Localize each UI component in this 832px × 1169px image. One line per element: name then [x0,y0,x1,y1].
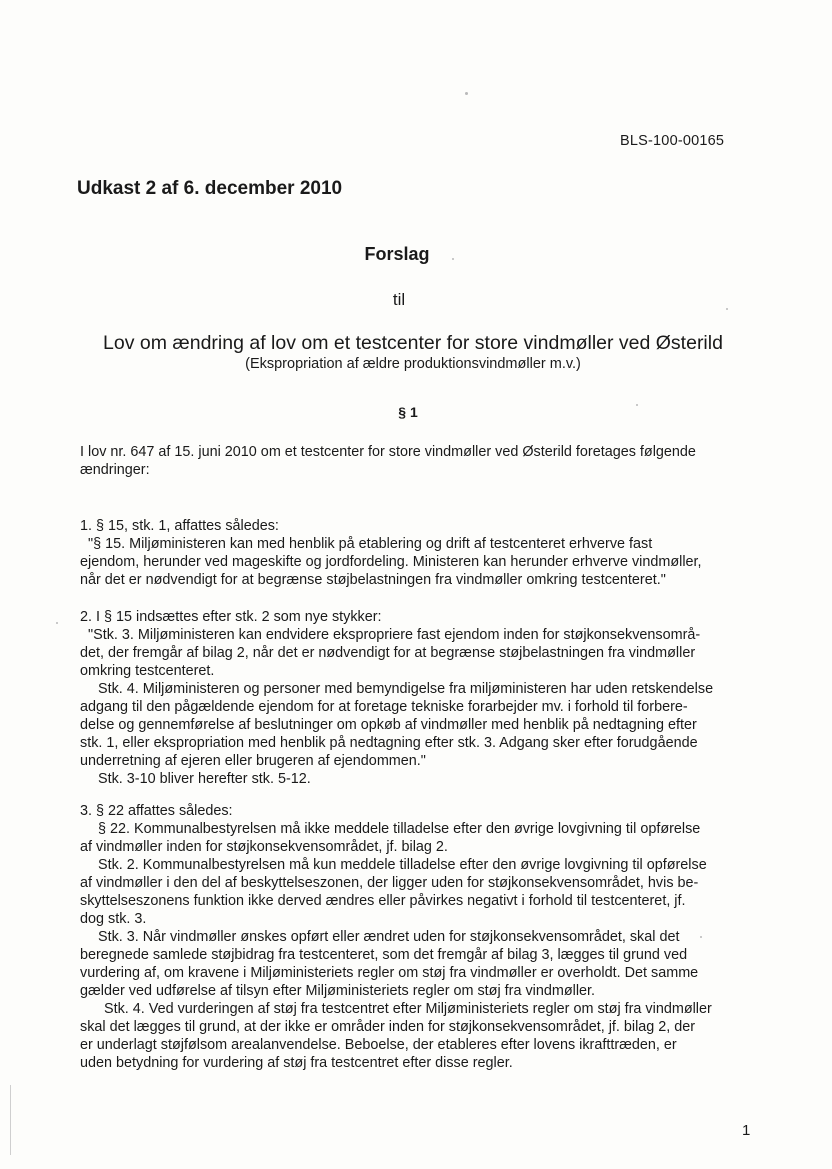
amendment-line: af vindmøller inden for støjkonsekvensområdet, jf. bilag 2. [80,839,448,855]
amendment-1 [80,517,740,589]
amendment-line: af vindmøller i den del af beskyttelseszonen, der ligger uden for støjkonsekvensområdet, hvis be- [80,875,699,891]
scan-speck [636,404,638,406]
section-mark: § 1 [398,404,418,420]
amendment-line: Stk. 3. Når vindmøller ønskes opført eller ændret uden for støjkonsekvensområdet, skal det [98,929,680,945]
amendment-line: ejendom, herunder ved mageskifte og jordfordeling. Ministeren kan herunder erhverve vindmøller, [80,554,702,570]
amendment-line: skyttelseszonens funktion ikke derved ændres eller påvirkes negativt i forhold til testcenteret, jf. [80,893,686,909]
amendment-heading: 3. § 22 affattes således: [80,803,233,819]
law-subtitle: (Ekspropriation af ældre produktionsvindmøller m.v.) [245,356,581,372]
amendment-line: "Stk. 3. Miljøministeren kan endvidere ekspropriere fast ejendom inden for støjkonsekvensområ- [88,627,701,643]
draft-label: Udkast 2 af 6. december 2010 [77,178,343,199]
amendment-line: § 22. Kommunalbestyrelsen må ikke meddele tilladelse efter den øvrige lovgivning til opførelse [98,821,701,837]
document-id: BLS-100-00165 [620,133,725,149]
amendment-line: "§ 15. Miljøministeren kan med henblik på etablering og drift af testcenteret erhverve fast [88,536,653,552]
intro-paragraph [80,443,740,479]
scan-speck [452,258,454,260]
amendment-line: er underlagt støjfølsom arealanvendelse. Beboelse, der etableres efter lovens ikrafttræden, er [80,1037,677,1053]
scan-speck [726,308,728,310]
amendment-line: beregnede samlede støjbidrag fra testcenteret, som det fremgår af bilag 3, lægges til grund ved [80,947,688,963]
amendment-line: adgang til den pågældende ejendom for at foretage tekniske forarbejder mv. i forhold til forbere- [80,699,688,715]
amendment-heading: 2. I § 15 indsættes efter stk. 2 som nye stykker: [80,609,382,625]
amendment-line: når det er nødvendigt for at begrænse støjbelastningen fra vindmøller omkring testcenteret." [80,572,666,588]
law-title: Lov om ændring af lov om et testcenter for store vindmøller ved Østerild [103,332,723,354]
amendment-2 [80,608,740,788]
amendment-line: dog stk. 3. [80,911,147,927]
intro-line: ændringer: [80,462,150,478]
amendment-line: Stk. 4. Miljøministeren og personer med bemyndigelse fra miljøministeren har uden retskendelse [98,681,714,697]
amendment-line: underretning af ejeren eller brugeren af ejendommen." [80,753,426,769]
scan-margin-line [10,1085,11,1155]
amendment-line: omkring testcenteret. [80,663,215,679]
page-number: 1 [742,1122,751,1139]
scan-speck [700,936,702,938]
amendment-heading: 1. § 15, stk. 1, affattes således: [80,518,279,534]
amendment-line: stk. 1, eller ekspropriation med henblik på nedtagning efter stk. 3. Adgang sker efter forudgående [80,735,698,751]
amendment-3 [80,802,740,1072]
amendment-line: skal det lægges til grund, at der ikke er områder inden for støjkonsekvensområdet, jf. bilag 2, der [80,1019,696,1035]
amendment-line: uden betydning for vurdering af støj fra testcentret efter disse regler. [80,1055,513,1071]
amendment-line: Stk. 4. Ved vurderingen af støj fra testcentret efter Miljøministeriets regler om støj fra vindmøller [104,1001,712,1017]
scan-speck [465,92,468,95]
amendment-line: Stk. 2. Kommunalbestyrelsen må kun meddele tilladelse efter den øvrige lovgivning til opførelse [98,857,707,873]
amendment-line: det, der fremgår af bilag 2, når det er nødvendigt for at begrænse støjbelastningen fra vindmøller [80,645,696,661]
amendment-line: gælder ved udførelse af tilsyn efter Miljøministeriets regler om støj fra vindmøller. [80,983,596,999]
amendment-line: vurdering af, om kravene i Miljøministeriets regler om støj fra vindmøller er overholdt. Det samme [80,965,699,981]
scan-speck [56,622,58,624]
intro-line: I lov nr. 647 af 15. juni 2010 om et testcenter for store vindmøller ved Østerild foretages følgende [80,444,696,460]
title-connector: til [392,290,406,309]
title-main: Forslag [364,244,430,264]
amendment-line: delse og gennemførelse af beslutninger om opkøb af vindmøller med henblik på nedtagning efter [80,717,697,733]
amendment-line: Stk. 3-10 bliver herefter stk. 5-12. [98,771,311,787]
